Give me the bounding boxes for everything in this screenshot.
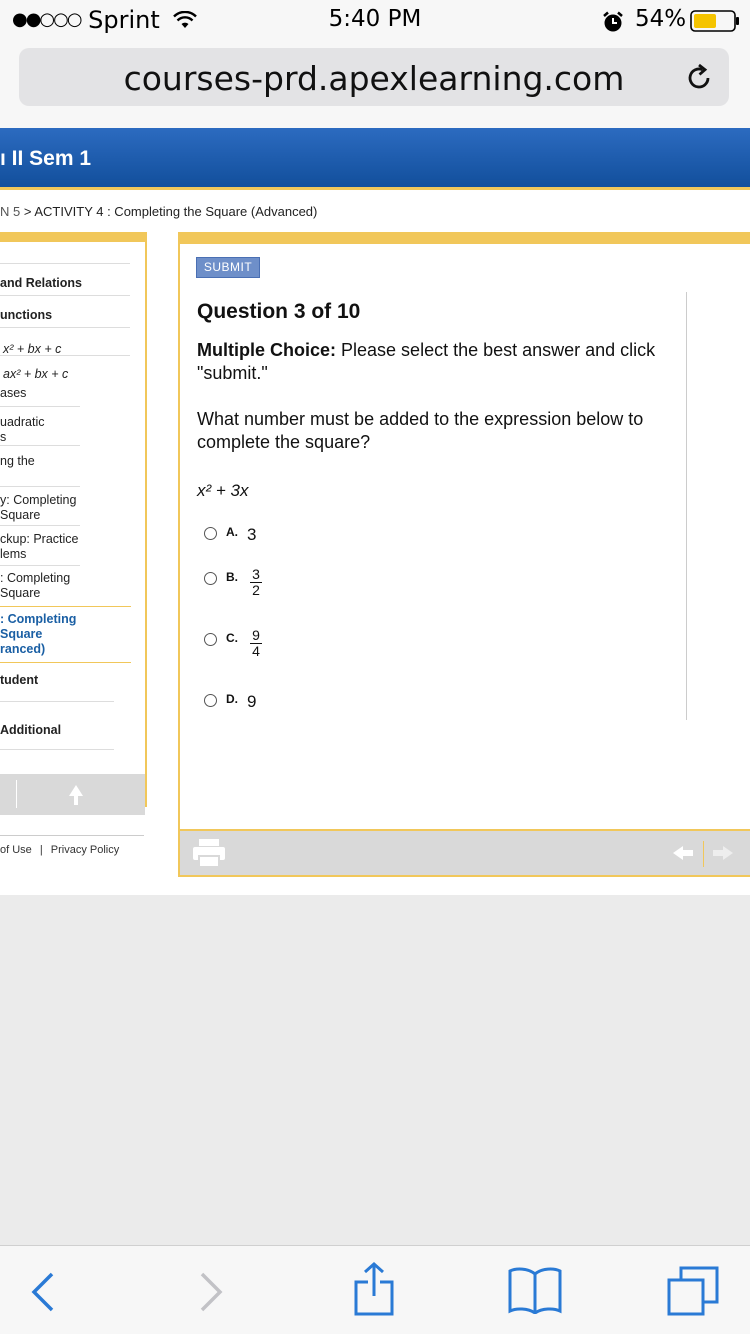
breadcrumb-current: ACTIVITY 4 : Completing the Square (Advanced) bbox=[34, 204, 318, 219]
breadcrumb-separator: > bbox=[23, 204, 32, 219]
question-panel bbox=[178, 232, 750, 877]
address-url[interactable]: courses-prd.apexlearning.com bbox=[123, 59, 625, 98]
question-prompt: What number must be added to the expression below to complete the square? bbox=[197, 409, 644, 452]
radio-b[interactable] bbox=[204, 572, 217, 585]
sidebar-item-student[interactable]: tudent bbox=[0, 673, 39, 687]
course-title: ı II Sem 1 bbox=[0, 147, 92, 170]
browser-chrome bbox=[0, 42, 750, 128]
address-bar[interactable] bbox=[19, 48, 729, 106]
fraction-denominator: 2 bbox=[252, 582, 260, 598]
option-value: 3 bbox=[247, 525, 257, 544]
battery-percent: 54% bbox=[635, 6, 687, 32]
page-background bbox=[0, 895, 750, 1245]
breadcrumb-lesson[interactable]: N 5 bbox=[0, 204, 21, 219]
option-letter: B. bbox=[226, 570, 238, 584]
question-title: Question 3 of 10 bbox=[197, 300, 361, 323]
share-icon[interactable] bbox=[354, 1262, 394, 1316]
question-type-label: Multiple Choice: bbox=[197, 340, 336, 360]
book-icon[interactable] bbox=[508, 1266, 562, 1314]
toolbar-divider bbox=[703, 841, 704, 867]
alarm-icon bbox=[602, 11, 624, 33]
sidebar-item-completing-square[interactable]: : Completing Square bbox=[0, 565, 80, 603]
back-arrow-icon[interactable] bbox=[30, 1272, 56, 1312]
fraction-denominator: 4 bbox=[252, 643, 260, 659]
sidebar-item-x2-bx-c[interactable]: x² + bx + c bbox=[0, 327, 130, 355]
question-toolbar bbox=[180, 829, 750, 875]
option-value: 9 bbox=[247, 692, 257, 711]
option-letter: C. bbox=[226, 631, 238, 645]
sidebar-item-quadratic[interactable]: uadratic s bbox=[0, 406, 80, 448]
status-bar bbox=[0, 0, 750, 42]
next-arrow-icon[interactable] bbox=[712, 845, 734, 861]
sidebar-item-activity-completing[interactable]: y: Completing Square bbox=[0, 486, 80, 526]
panel-divider bbox=[686, 292, 687, 720]
toolbar-divider bbox=[16, 780, 17, 808]
question-instructions bbox=[197, 339, 677, 385]
breadcrumb bbox=[0, 204, 317, 219]
radio-c[interactable] bbox=[204, 633, 217, 646]
fraction-numerator: 9 bbox=[250, 628, 262, 644]
carrier-name: Sprint bbox=[88, 6, 160, 34]
reload-icon[interactable] bbox=[684, 63, 714, 93]
sidebar-item-completing-the[interactable]: ng the bbox=[0, 445, 80, 487]
terms-link[interactable]: of Use bbox=[0, 844, 32, 856]
lesson-sidebar bbox=[0, 232, 147, 807]
web-page bbox=[0, 128, 750, 895]
sidebar-item-checkup[interactable]: ckup: Practice lems bbox=[0, 525, 80, 565]
option-letter: A. bbox=[226, 525, 238, 539]
fraction-numerator: 3 bbox=[250, 567, 262, 583]
option-letter: D. bbox=[226, 692, 238, 706]
option-fraction bbox=[250, 628, 262, 659]
battery-icon bbox=[690, 9, 740, 33]
tabs-icon[interactable] bbox=[667, 1266, 719, 1316]
sidebar-item-additional[interactable]: Additional bbox=[0, 701, 114, 749]
sidebar-item-functions[interactable]: unctions bbox=[0, 295, 130, 327]
printer-icon[interactable] bbox=[192, 838, 226, 868]
prev-arrow-icon[interactable] bbox=[672, 845, 694, 861]
sidebar-divider bbox=[0, 749, 114, 750]
clock: 5:40 PM bbox=[328, 6, 422, 32]
signal-strength-icon: ●●○○○ bbox=[12, 9, 81, 30]
sidebar-item-active-completing-advanced[interactable]: : Completing Square ranced) bbox=[0, 606, 131, 663]
submit-button[interactable]: SUBMIT bbox=[196, 257, 260, 278]
forward-arrow-icon[interactable] bbox=[198, 1272, 224, 1312]
sidebar-item-relations[interactable]: and Relations bbox=[0, 263, 130, 295]
question-expression: x² + 3x bbox=[197, 481, 249, 500]
sidebar-toolbar bbox=[0, 774, 145, 815]
option-fraction bbox=[250, 567, 262, 598]
browser-toolbar bbox=[0, 1245, 750, 1334]
sidebar-item-ax2-bx-c[interactable]: ax² + bx + c bbox=[0, 355, 130, 381]
instructions-text: Please select the best answer and click "submit." bbox=[197, 340, 656, 383]
course-banner bbox=[0, 128, 750, 190]
privacy-link[interactable]: Privacy Policy bbox=[50, 844, 120, 856]
sidebar-item-cases[interactable]: ases bbox=[0, 386, 27, 400]
up-arrow-icon[interactable] bbox=[68, 784, 84, 806]
radio-a[interactable] bbox=[204, 527, 217, 540]
footer-divider: | bbox=[39, 844, 43, 856]
footer-links bbox=[0, 835, 144, 856]
radio-d[interactable] bbox=[204, 694, 217, 707]
